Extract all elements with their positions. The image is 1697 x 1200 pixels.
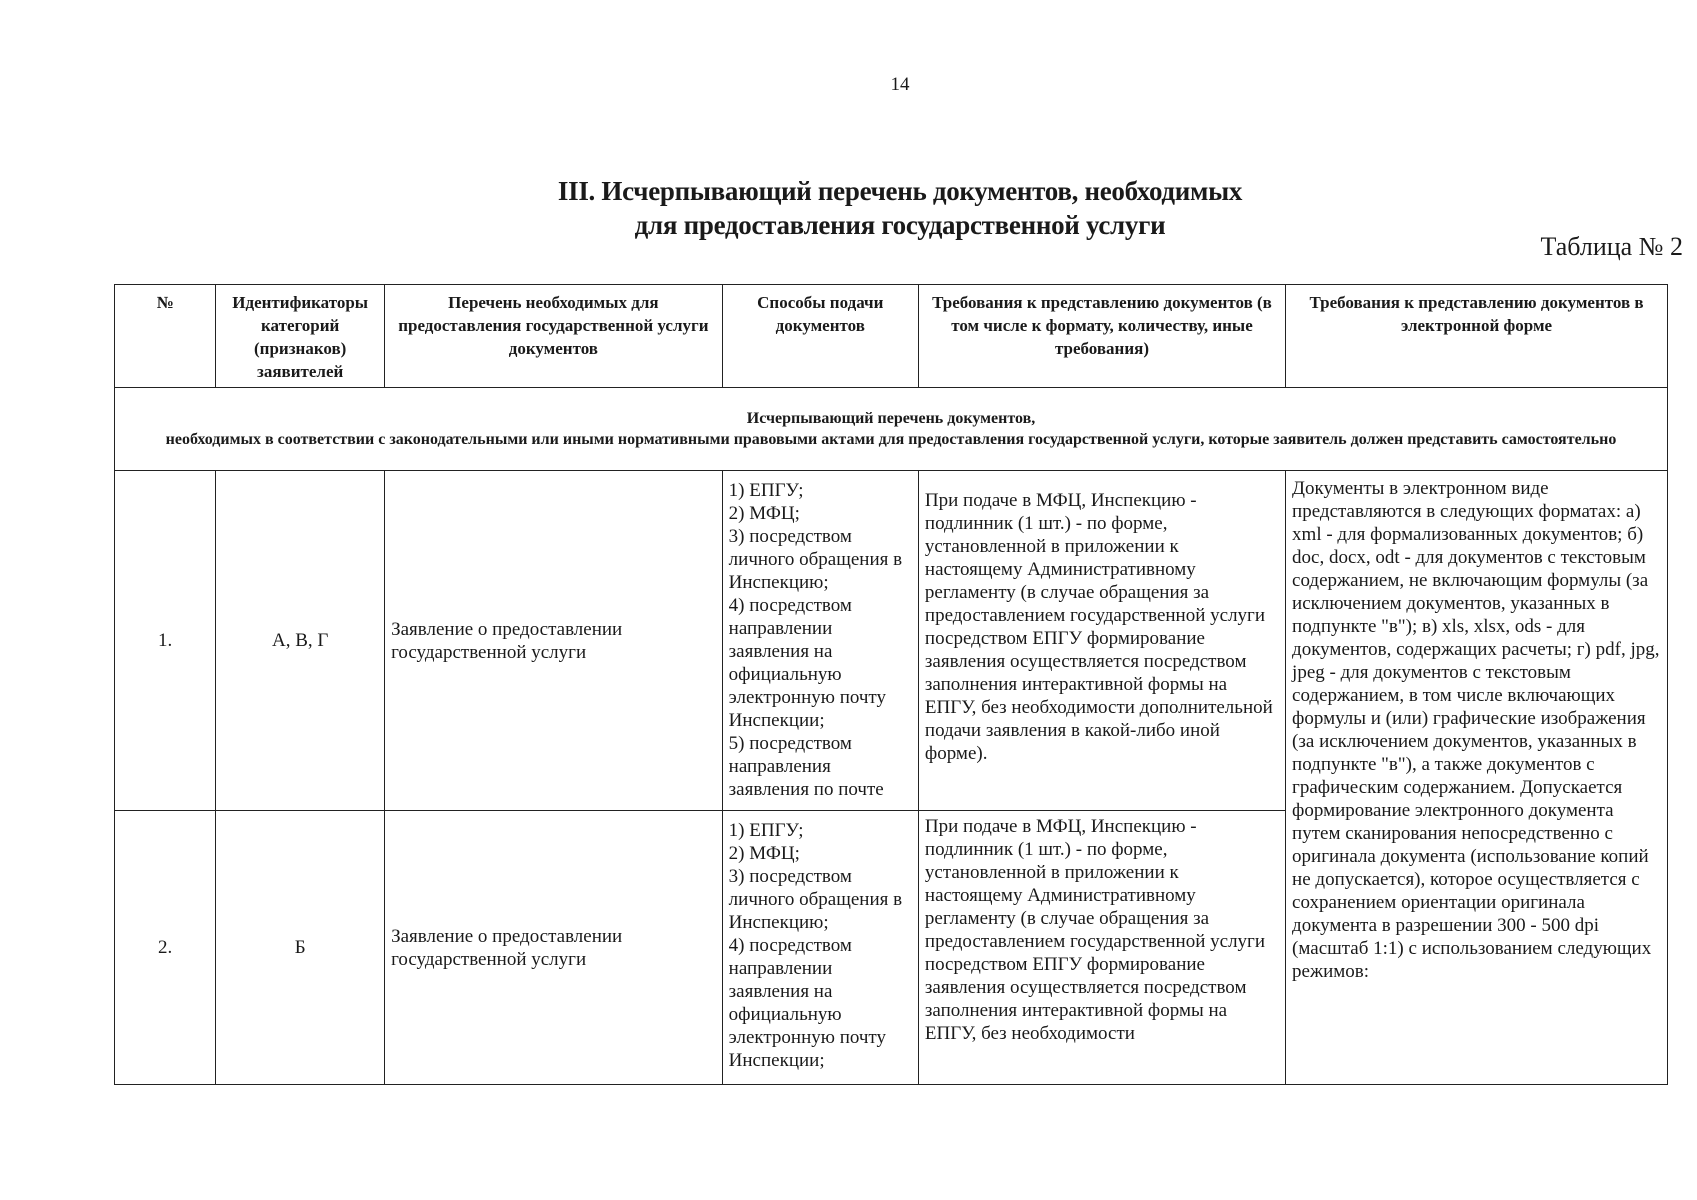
row-methods	[722, 811, 918, 1085]
page-number: 14	[890, 74, 910, 95]
method-item: 2) МФЦ;	[728, 503, 800, 524]
header-submission-methods: Способы подачи документов	[722, 285, 918, 388]
header-documents-list: Перечень необходимых для предоставления государственной услуги документов	[385, 285, 723, 388]
table-header-row	[115, 285, 1668, 388]
subheader-line-1: Исчерпывающий перечень документов,	[746, 410, 1036, 427]
row-categories: А, В, Г	[216, 471, 385, 811]
row-number: 2.	[115, 811, 216, 1085]
table-subheader-row	[115, 388, 1668, 471]
row-requirements-text: При подаче в МФЦ, Инспекцию - подлинник (1 шт.) - по форме, установленной в приложении к настоящему Административному регламенту (в случае обращения за предоставлением государственной услуги посредством ЕПГУ формирование заявления осуществляется посредством заполнения интерактивной формы на ЕПГУ, без необходимости дополнительной подачи заявления в какой-либо иной форме).	[924, 490, 1273, 764]
section-title-line-2: для предоставления государственной услуги	[634, 210, 1166, 240]
method-item: 3) посредством личного обращения в Инспекцию;	[728, 526, 903, 593]
table-row	[115, 471, 1668, 811]
row-methods	[722, 471, 918, 811]
row-requirements-text: При подаче в МФЦ, Инспекцию - подлинник (1 шт.) - по форме, установленной в приложении к настоящему Административному регламенту (в случае обращения за предоставлением государственной услуги посредством ЕПГУ формирование заявления осуществляется посредством заполнения интерактивной формы на ЕПГУ, без необходимости	[924, 816, 1266, 1044]
methods-list	[729, 815, 912, 1072]
header-identifiers: Идентификаторы категорий (признаков) заявителей	[216, 285, 385, 388]
method-item: 4) посредством направлении заявления на официальную электронную почту Инспекции;	[728, 935, 886, 1071]
table-subheader	[115, 388, 1668, 471]
method-item: 1) ЕПГУ;	[728, 480, 804, 501]
electronic-requirements-cell: Документы в электронном виде представляются в следующих форматах: а) xml - для формализованных документов; б) doc, docx, odt - для документов с текстовым содержанием, не включающим формулы (за исключением документов, указанных в подпункте "в"); в) xls, xlsx, ods - для документов, содержащих расчеты; г) pdf, jpg, jpeg - для документов с текстовым содержанием, в том числе включающих формулы и (или) графические изображения (за исключением документов, указанных в подпункте "в"), а также документов с графическим содержанием. Допускается формирование электронного документа путем сканирования непосредственно с оригинала документа (использование копий не допускается), которое осуществляется с сохранением ориентации оригинала документа в разрешении 300 - 500 dpi (масштаб 1:1) с использованием следующих режимов:	[1286, 471, 1668, 1085]
section-title	[450, 174, 1350, 242]
method-item: 5) посредством направления заявления по почте	[728, 733, 884, 800]
row-document: Заявление о предоставлении государственной услуги	[385, 471, 723, 811]
table-label: Таблица № 2	[1540, 232, 1683, 261]
section-title-line-1: III. Исчерпывающий перечень документов, необходимых	[557, 176, 1243, 206]
row-requirements	[918, 811, 1285, 1085]
header-electronic-requirements: Требования к представлению документов в электронной форме	[1286, 285, 1668, 388]
method-item: 4) посредством направлении заявления на официальную электронную почту Инспекции;	[728, 595, 886, 731]
row-document: Заявление о предоставлении государственной услуги	[385, 811, 723, 1085]
subheader-line-2: необходимых в соответствии с законодательными или иными нормативными правовыми актами для предоставления государственной услуги, которые заявитель должен представить самостоятельно	[165, 431, 1617, 448]
method-item: 1) ЕПГУ;	[728, 820, 804, 841]
header-num: №	[115, 285, 216, 388]
method-item: 3) посредством личного обращения в Инспекцию;	[728, 866, 903, 933]
row-categories: Б	[216, 811, 385, 1085]
method-item: 2) МФЦ;	[728, 843, 800, 864]
documents-table	[114, 284, 1668, 1085]
row-number: 1.	[115, 471, 216, 811]
methods-list	[729, 475, 912, 801]
header-requirements: Требования к представлению документов (в том числе к формату, количеству, иные требования)	[918, 285, 1285, 388]
row-requirements	[918, 471, 1285, 811]
